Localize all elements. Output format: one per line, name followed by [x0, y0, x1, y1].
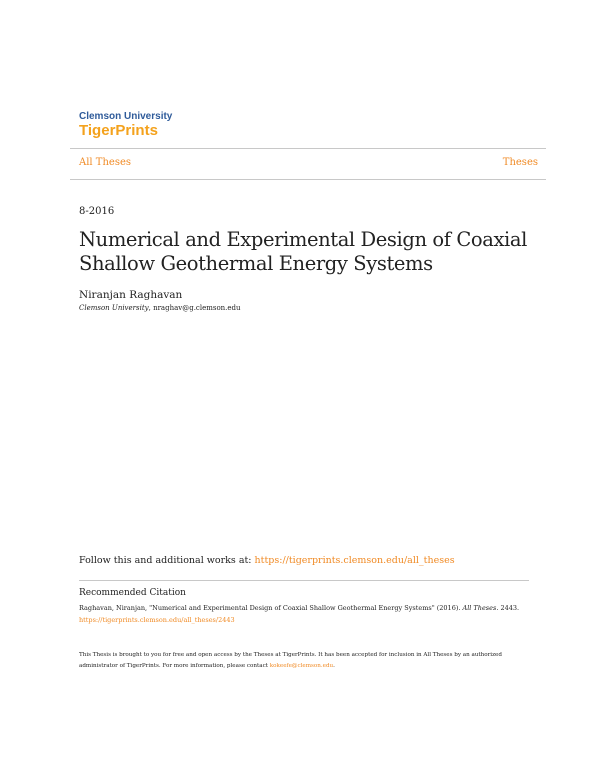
affiliation-name: Clemson University — [79, 304, 149, 312]
citation-divider — [79, 580, 529, 581]
document-title: Numerical and Experimental Design of Coaxial Shallow Geothermal Energy Systems — [79, 228, 527, 275]
header-top-divider — [70, 148, 546, 149]
notice-text: This Thesis is brought to you for free and open access by the Theses at TigerPrints. It has been accepted for inclusion in All Theses by an authorized administrator of TigerPrints. For more information, please contact — [79, 652, 502, 669]
citation-text — [79, 602, 529, 626]
author-name: Niranjan Raghavan — [79, 289, 183, 301]
all-theses-url-link[interactable]: https://tigerprints.clemson.edu/all_theses — [254, 555, 455, 566]
recommended-citation-label: Recommended Citation — [79, 588, 186, 598]
author-email[interactable]: nraghav@g.clemson.edu — [153, 304, 241, 312]
theses-link[interactable]: Theses — [502, 157, 538, 168]
contact-email-link[interactable]: kokeefe@clemson.edu — [269, 663, 334, 669]
publication-date: 8-2016 — [79, 206, 115, 217]
header-bottom-divider — [70, 179, 546, 180]
repository-name[interactable]: TigerPrints — [79, 122, 158, 139]
follow-line — [79, 555, 455, 566]
access-notice — [79, 650, 529, 672]
all-theses-link[interactable]: All Theses — [79, 157, 132, 168]
citation-body: Raghavan, Niranjan, "Numerical and Experimental Design of Coaxial Shallow Geothermal Energy Systems" (2016). — [79, 604, 463, 612]
author-affiliation: Clemson University, nraghav@g.clemson.edu — [79, 304, 241, 312]
citation-series: All Theses — [462, 604, 497, 612]
citation-url-link[interactable]: https://tigerprints.clemson.edu/all_theses/2443 — [79, 616, 235, 624]
notice-end: . — [333, 663, 335, 669]
follow-text: Follow this and additional works at: — [79, 555, 255, 566]
repository-institution: Clemson University — [79, 111, 173, 122]
citation-number: . 2443. — [496, 604, 520, 612]
